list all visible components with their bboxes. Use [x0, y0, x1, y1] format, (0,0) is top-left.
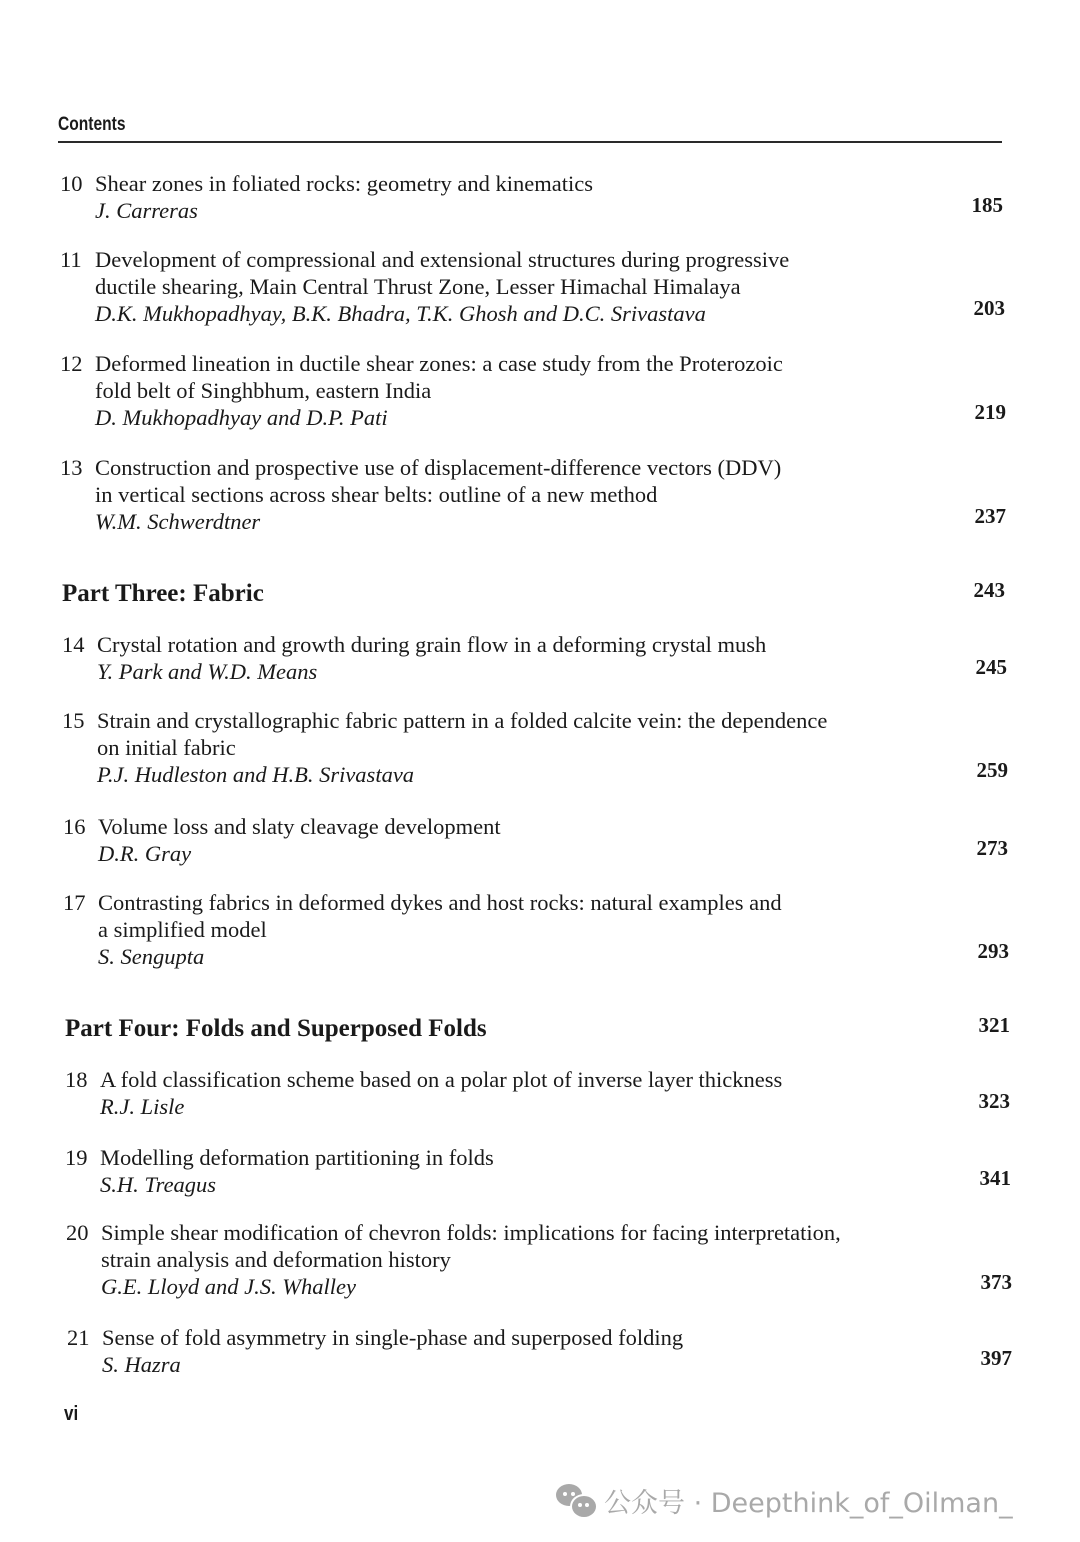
chapter-title-line: in vertical sections across shear belts: outline of a new method: [95, 482, 658, 507]
chapter-page-number: 219: [974, 400, 1006, 424]
chapter-page-number: 203: [973, 296, 1005, 320]
chapter-page-number: 237: [974, 504, 1006, 528]
chapter-authors: R.J. Lisle: [100, 1094, 185, 1119]
chapter-body: [95, 454, 935, 535]
chapter-title-line: a simplified model: [98, 917, 267, 942]
chapter-title-line: Crystal rotation and growth during grain flow in a deforming crystal mush: [97, 632, 767, 657]
chapter-body: [95, 170, 935, 224]
chapter-number: 16: [63, 814, 86, 839]
chapter-authors: G.E. Lloyd and J.S. Whalley: [101, 1274, 356, 1299]
chapter-number: 11: [60, 247, 82, 272]
chapter-number: 13: [60, 455, 83, 480]
chapter-authors: W.M. Schwerdtner: [95, 509, 261, 534]
part-heading: Part Three: Fabric: [62, 580, 264, 607]
chapter-body: [95, 350, 935, 431]
chapter-title-line: Development of compressional and extensional structures during progressive: [95, 247, 790, 272]
chapter-title-line: strain analysis and deformation history: [101, 1247, 451, 1272]
chapter-number: 10: [60, 171, 83, 196]
chapter-title-line: ductile shearing, Main Central Thrust Zone, Lesser Himachal Himalaya: [95, 274, 741, 299]
chapter-number: 19: [65, 1145, 88, 1170]
chapter-number: 12: [60, 351, 83, 376]
chapter-page-number: 293: [977, 939, 1009, 963]
chapter-page-number: 341: [979, 1166, 1011, 1190]
chapter-page-number: 323: [978, 1089, 1010, 1113]
chapter-title-line: A fold classification scheme based on a polar plot of inverse layer thickness: [100, 1067, 783, 1092]
chapter-title-line: Shear zones in foliated rocks: geometry and kinematics: [95, 171, 593, 196]
header-rule: [58, 141, 1002, 143]
part-page-number: 321: [978, 1013, 1010, 1037]
chapter-body: [100, 1144, 940, 1198]
chapter-body: [98, 889, 938, 970]
chapter-authors: P.J. Hudleston and H.B. Srivastava: [97, 762, 415, 787]
chapter-body: [102, 1324, 942, 1378]
chapter-authors: S. Sengupta: [98, 944, 205, 969]
chapter-page-number: 373: [980, 1270, 1012, 1294]
chapter-body: [97, 631, 937, 685]
chapter-number: 15: [62, 708, 85, 733]
chapter-body: [98, 813, 938, 867]
wechat-icon: [556, 1482, 596, 1518]
chapter-authors: S. Hazra: [102, 1352, 181, 1377]
watermark-text: 公众号 · Deepthink_of_Oilman_: [604, 1487, 1013, 1519]
chapter-title-line: Volume loss and slaty cleavage development: [98, 814, 501, 839]
chapter-number: 18: [65, 1067, 88, 1092]
part-heading: Part Four: Folds and Superposed Folds: [65, 1015, 487, 1042]
chapter-body: [100, 1066, 940, 1120]
chapter-body: [95, 246, 935, 327]
folio: vi: [64, 1403, 79, 1425]
chapter-page-number: 259: [976, 758, 1008, 782]
chapter-number: 20: [66, 1220, 89, 1245]
chapter-title-line: fold belt of Singhbhum, eastern India: [95, 378, 432, 403]
chapter-number: 17: [63, 890, 86, 915]
chapter-title-line: on initial fabric: [97, 735, 236, 760]
chapter-authors: S.H. Treagus: [100, 1172, 217, 1197]
chapter-title-line: Strain and crystallographic fabric pattern in a folded calcite vein: the dependence: [97, 708, 828, 733]
chapter-title-line: Simple shear modification of chevron folds: implications for facing interpretation,: [101, 1220, 841, 1245]
chapter-number: 21: [67, 1325, 90, 1350]
chapter-page-number: 185: [971, 193, 1003, 217]
chapter-authors: Y. Park and W.D. Means: [97, 659, 318, 684]
chapter-title-line: Deformed lineation in ductile shear zones: a case study from the Proterozoic: [95, 351, 783, 376]
chapter-body: [101, 1219, 941, 1300]
chapter-title-line: Construction and prospective use of displacement-difference vectors (DDV): [95, 455, 782, 480]
chapter-authors: D. Mukhopadhyay and D.P. Pati: [95, 405, 388, 430]
chapter-authors: J. Carreras: [95, 198, 198, 223]
chapter-title-line: Contrasting fabrics in deformed dykes and host rocks: natural examples and: [98, 890, 782, 915]
running-header: Contents: [58, 114, 126, 135]
chapter-title-line: Sense of fold asymmetry in single-phase and superposed folding: [102, 1325, 684, 1350]
chapter-page-number: 273: [976, 836, 1008, 860]
chapter-title-line: Modelling deformation partitioning in folds: [100, 1145, 494, 1170]
chapter-authors: D.R. Gray: [98, 841, 192, 866]
chapter-page-number: 245: [975, 655, 1007, 679]
watermark: [556, 1478, 1013, 1522]
chapter-number: 14: [62, 632, 85, 657]
chapter-authors: D.K. Mukhopadhyay, B.K. Bhadra, T.K. Ghosh and D.C. Srivastava: [95, 301, 706, 326]
chapter-body: [97, 707, 937, 788]
chapter-page-number: 397: [980, 1346, 1012, 1370]
part-page-number: 243: [973, 578, 1005, 602]
